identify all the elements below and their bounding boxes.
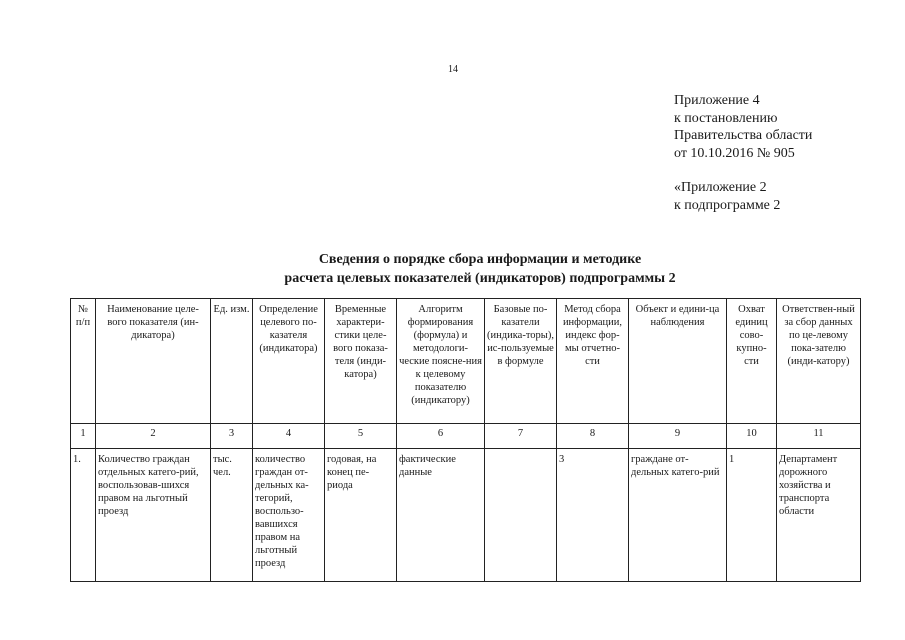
definition-cell: количество граждан от-дельных ка-тегорий, воспользо-вавшихся правом на льготный проезд xyxy=(253,449,325,582)
appendix-line: к постановлению xyxy=(674,110,778,126)
column-number: 7 xyxy=(485,424,557,449)
header-cell: Алгоритм формирования (формула) и методологи-ческие поясне-ния к целевому показателю (индикатору) xyxy=(397,299,485,424)
time-characteristics-cell: годовая, на конец пе-риода xyxy=(325,449,397,582)
sub-appendix-line: «Приложение 2 xyxy=(674,180,767,195)
header-cell: Ответствен-ный за сбор данных по це-левому пока-зателю (инди-катору) xyxy=(777,299,861,424)
header-cell: Наименование целе-вого показателя (ин-дикатора) xyxy=(96,299,211,424)
column-number: 10 xyxy=(727,424,777,449)
unit-cell: тыс. чел. xyxy=(211,449,253,582)
column-number: 1 xyxy=(71,424,96,449)
column-number: 4 xyxy=(253,424,325,449)
header-cell: № п/п xyxy=(71,299,96,424)
header-cell: Базовые по-казатели (индика-торы), ис-пользуемые в формуле xyxy=(485,299,557,424)
row-number-cell: 1. xyxy=(71,449,96,582)
column-number: 6 xyxy=(397,424,485,449)
base-indicators-cell xyxy=(485,449,557,582)
appendix-line: от 10.10.2016 № 905 xyxy=(674,145,795,161)
document-title xyxy=(200,250,760,288)
header-cell: Временные характери-стики целе-вого показа-теля (инди-катора) xyxy=(325,299,397,424)
column-number: 2 xyxy=(96,424,211,449)
column-number: 5 xyxy=(325,424,397,449)
header-cell: Метод сбора информации, индекс фор-мы отчетно-сти xyxy=(557,299,629,424)
indicators-table xyxy=(70,298,861,582)
column-number-row xyxy=(71,424,861,449)
appendix-line: Приложение 4 xyxy=(674,93,760,108)
header-cell: Определение целевого по-казателя (индикатора) xyxy=(253,299,325,424)
column-number: 11 xyxy=(777,424,861,449)
appendix-block xyxy=(674,92,812,214)
responsible-cell: Департамент дорожного хозяйства и транспорта области xyxy=(777,449,861,582)
coverage-cell: 1 xyxy=(727,449,777,582)
algorithm-cell: фактические данные xyxy=(397,449,485,582)
column-number: 9 xyxy=(629,424,727,449)
header-cell: Объект и едини-ца наблюдения xyxy=(629,299,727,424)
sub-appendix-line: к подпрограмме 2 xyxy=(674,197,781,213)
header-cell: Ед. изм. xyxy=(211,299,253,424)
indicator-name-cell: Количество граждан отдельных катего-рий, воспользовав-шихся правом на льготный проезд xyxy=(96,449,211,582)
table-row xyxy=(71,449,861,582)
page-number: 14 xyxy=(448,64,458,75)
column-number: 8 xyxy=(557,424,629,449)
title-line-1: Сведения о порядке сбора информации и методике xyxy=(318,252,642,267)
column-number: 3 xyxy=(211,424,253,449)
header-cell: Охват единиц сово-купно-сти xyxy=(727,299,777,424)
header-row xyxy=(71,299,861,424)
collection-method-cell: 3 xyxy=(557,449,629,582)
appendix-line: Правительства области xyxy=(674,128,813,143)
observation-object-cell: граждане от-дельных катего-рий xyxy=(629,449,727,582)
title-line-2: расчета целевых показателей (индикаторов) подпрограммы 2 xyxy=(284,271,676,286)
